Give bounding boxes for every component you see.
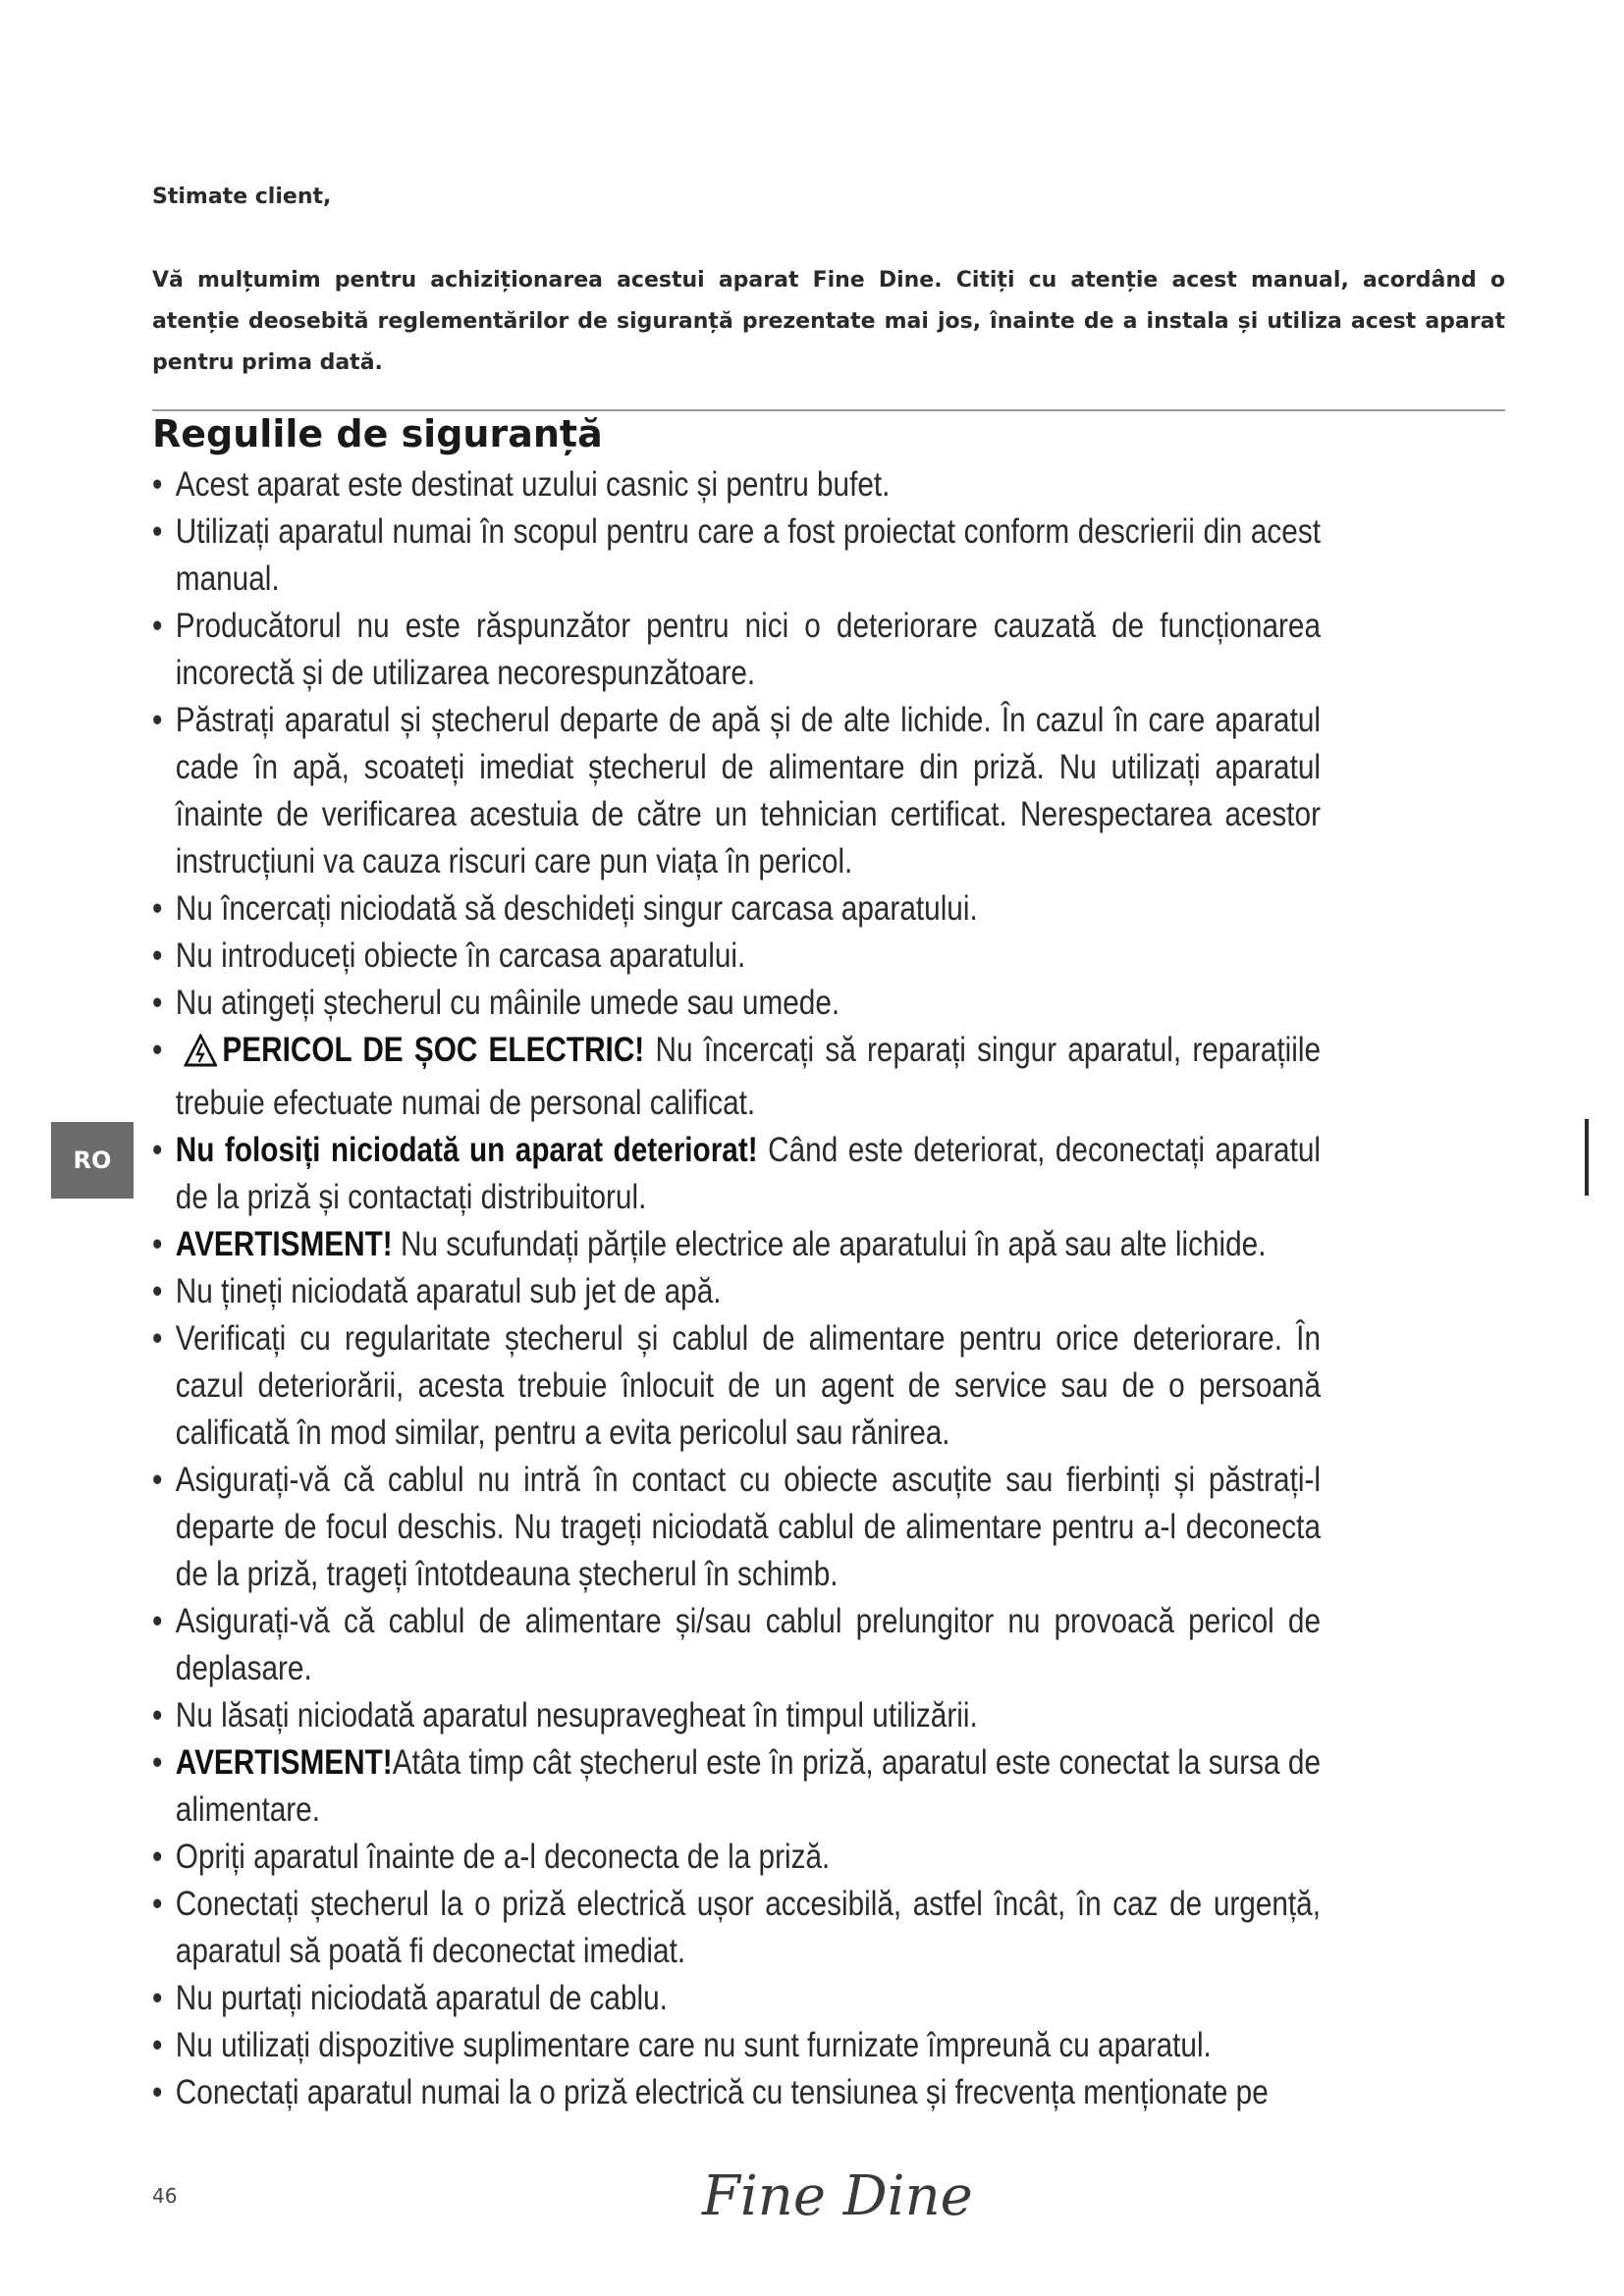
list-item: • Nu folosiți niciodată un aparat deteriorat! Când este deteriorat, deconectați aparatul de la priză și contactați distribuitorul. [152, 1131, 1321, 1216]
list-item: • AVERTISMENT! Nu scufundați părțile electrice ale aparatului în apă sau alte lichide. [152, 1225, 1267, 1263]
list-item: • Asigurați-vă că cablul nu intră în contact cu obiecte ascuțite sau fierbinți și păstrați-l departe de focul deschis. Nu trageți niciodată cablul de alimentare pentru a-l deconecta de la priză, trageți întotdeauna ștecherul în schimb. [152, 1461, 1321, 1593]
electric-hazard-icon [184, 1033, 217, 1080]
list-item: • Nu lăsați niciodată aparatul nesupravegheat în timpul utilizării. [152, 1696, 978, 1735]
list-item: • Nu atingeți ștecherul cu mâinile umede sau umede. [152, 984, 840, 1022]
list-item: • Asigurați-vă că cablul de alimentare și/sau cablul prelungitor nu provoacă pericol de deplasare. [152, 1602, 1321, 1687]
greeting: Stimate client, [152, 185, 332, 209]
list-item: • Nu introduceți obiecte în carcasa aparatului. [152, 936, 746, 975]
list-item: • Nu țineți niciodată aparatul sub jet de apă. [152, 1272, 722, 1310]
divider [152, 409, 1505, 411]
intro-paragraph: Vă mulțumim pentru achiziționarea acestui aparat Fine Dine. Citiți cu atenție acest manual, acordând o atenție deosebită reglementărilor de siguranță prezentate mai jos, înainte de a instala și utiliza acest aparat pentru prima dată. [152, 268, 1505, 375]
list-item: • Verificați cu regularitate ștecherul și cablul de alimentare pentru orice deteriorare. În cazul deteriorării, acesta trebuie înlocuit de un agent de service sau de o persoană calificată în mod similar, pentru a evita pericolul sau rănirea. [152, 1319, 1321, 1452]
list-item: • Conectați ștecherul la o priză electrică ușor accesibilă, astfel încât, în caz de urgență, aparatul să poată fi deconectat imediat. [152, 1885, 1321, 1970]
side-marker [1585, 1119, 1589, 1196]
list-item: • Nu utilizați dispozitive suplimentare care nu sunt furnizate împreună cu aparatul. [152, 2026, 1212, 2064]
list-item: • Conectați aparatul numai la o priză electrică cu tensiunea și frecvența menționate pe [152, 2073, 1269, 2111]
list-item: • Nu purtați niciodată aparatul de cablu. [152, 1979, 668, 2017]
list-item: • Utilizați aparatul numai în scopul pentru care a fost proiectat conform descrierii din acest manual. [152, 512, 1321, 598]
list-item: • Acest aparat este destinat uzului casnic și pentru bufet. [152, 465, 891, 504]
list-item: • PERICOL DE ȘOC ELECTRIC! Nu încercați să reparați singur aparatul, reparațiile trebuie efectuate numai de personal calificat. [152, 1031, 1321, 1122]
language-tab: RO [51, 1122, 134, 1199]
list-item: • Producătorul nu este răspunzător pentru nici o deteriorare cauzată de funcționarea incorectă și de utilizarea necorespunzătoare. [152, 607, 1321, 692]
list-item: • AVERTISMENT!Atâta timp cât ștecherul este în priză, aparatul este conectat la sursa de alimentare. [152, 1743, 1321, 1829]
section-heading: Regulile de siguranță [152, 412, 603, 455]
page-number: 46 [152, 2184, 178, 2208]
brand-logo: Fine Dine [702, 2164, 973, 2228]
safety-rules-list [152, 461, 1321, 2116]
list-item: • Păstrați aparatul și ștecherul departe de apă și de alte lichide. În cazul în care aparatul cade în apă, scoateți imediat ștecherul de alimentare din priză. Nu utilizați aparatul înainte de verificarea acestuia de către un tehnician certificat. Nerespectarea acestor instrucțiuni va cauza riscuri care pun viața în pericol. [152, 701, 1321, 881]
list-item: • Nu încercați niciodată să deschideți singur carcasa aparatului. [152, 889, 978, 928]
list-item: • Opriți aparatul înainte de a-l deconecta de la priză. [152, 1838, 831, 1876]
